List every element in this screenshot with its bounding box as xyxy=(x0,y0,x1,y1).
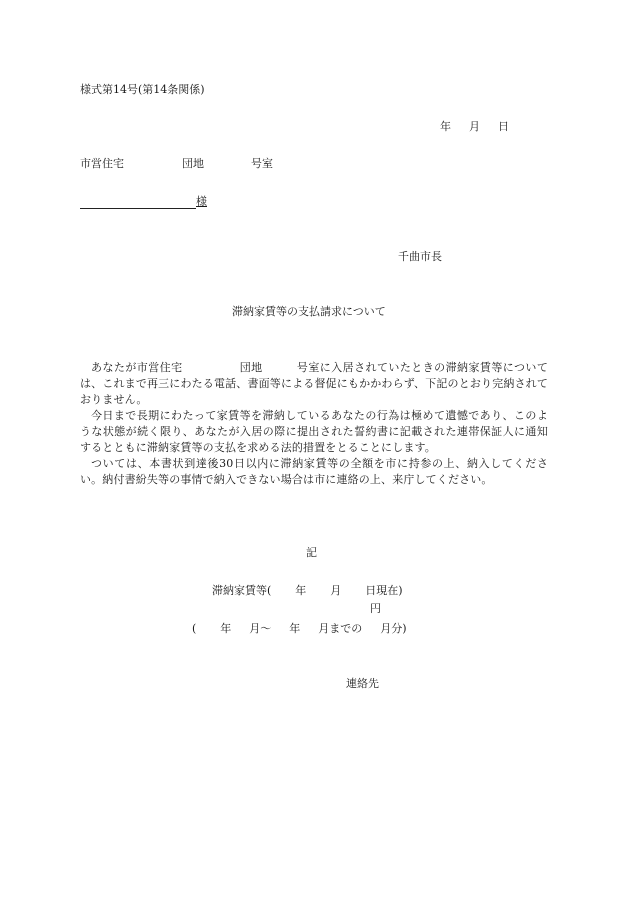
period-year-1: 年 xyxy=(220,622,232,635)
sender-name: 千曲市長 xyxy=(398,250,442,263)
period-year-2: 年 xyxy=(289,622,301,635)
form-number: 様式第14号(第14条関係) xyxy=(80,83,205,96)
period-line xyxy=(192,622,407,636)
date-day: 日 xyxy=(498,120,509,133)
body-paragraph-2: 今日まで長期にわたって家賃等を滞納しているあなたの行為は極めて遺憾であり、このような状態が続く限り、あなたが入居の際に提出された誓約書に記載された連帯保証人に通知するとともに滞納家賃等の支払を求める法的措置をとることにします。 xyxy=(80,409,548,454)
date-month: 月 xyxy=(469,120,480,133)
amount-label: 滞納家賃等( xyxy=(212,584,272,597)
contact-label: 連絡先 xyxy=(346,677,379,690)
address-danchi: 団地 xyxy=(182,157,204,170)
body-text xyxy=(80,360,548,488)
amount-month: 月 xyxy=(330,584,342,597)
amount-yen: 円 xyxy=(370,602,381,615)
period-open: ( xyxy=(192,622,197,635)
amount-day: 日現在) xyxy=(365,584,403,597)
address-room: 号室 xyxy=(251,157,273,170)
date-year: 年 xyxy=(440,120,451,133)
ki-heading: 記 xyxy=(306,546,317,559)
amount-year: 年 xyxy=(295,584,307,597)
subject-title: 滞納家賃等の支払請求について xyxy=(232,305,386,318)
period-months: 月分) xyxy=(380,622,407,635)
amount-line xyxy=(212,584,403,598)
date-line xyxy=(440,120,509,134)
recipient-suffix: 様 xyxy=(196,195,207,208)
recipient-name-blank xyxy=(80,196,196,209)
body-paragraph-1: あなたが市営住宅 団地 号室に入居されていたときの滞納家賃等については、これまで再三にわたる電話、書面等による督促にもかかわらず、下記のとおり完納されておりません。 xyxy=(80,361,548,406)
address-prefix: 市営住宅 xyxy=(80,157,124,170)
body-paragraph-3: ついては、本書状到達後30日以内に滞納家賃等の全額を市に持参の上、納入してください。納付書紛失等の事情で納入できない場合は市に連絡の上、来庁してください。 xyxy=(80,457,548,486)
period-month-2: 月までの xyxy=(318,622,363,635)
recipient-line xyxy=(80,195,207,209)
period-month-1: 月〜 xyxy=(249,622,272,635)
recipient-address xyxy=(80,157,273,171)
